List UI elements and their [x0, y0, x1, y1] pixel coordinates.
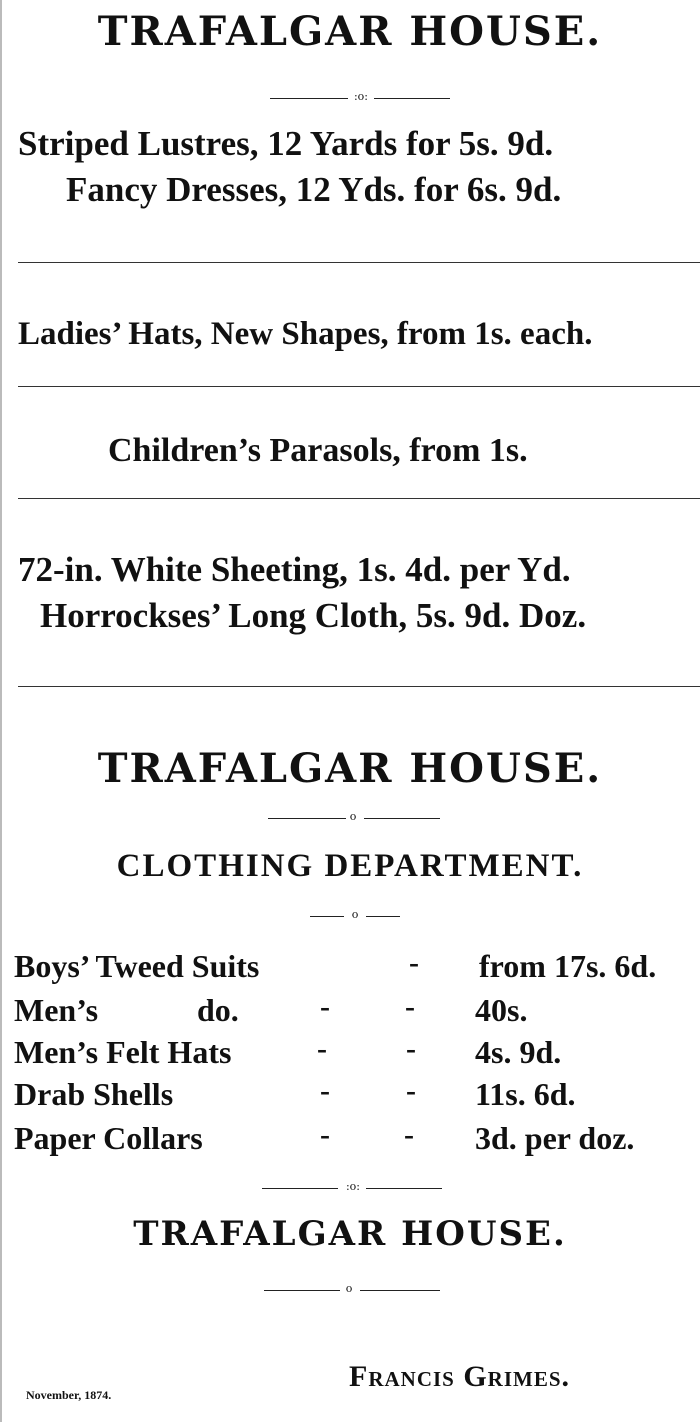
price-item: Paper Collars	[14, 1120, 203, 1156]
price-item-ditto: do.	[197, 992, 239, 1028]
footer-date: November, 1874.	[26, 1388, 112, 1402]
price-item: Men’s Felt Hats	[14, 1034, 232, 1070]
divider-2	[18, 386, 700, 387]
price-dash: -	[320, 990, 330, 1023]
ladies-hats-line: Ladies’ Hats, New Shapes, from 1s. each.	[18, 316, 593, 352]
divider-3	[18, 498, 700, 499]
signature: Francis Grimes.	[349, 1360, 571, 1393]
price-value: 4s. 9d.	[475, 1034, 562, 1070]
long-cloth-line: Horrockses’ Long Cloth, 5s. 9d. Doz.	[40, 596, 587, 635]
price-dash: -	[404, 1118, 414, 1151]
second-header-title: TRAFALGAR HOUSE.	[97, 745, 603, 792]
third-header-title: TRAFALGAR HOUSE.	[133, 1214, 567, 1254]
price-dash: -	[317, 1032, 327, 1065]
price-item: Drab Shells	[14, 1076, 174, 1112]
price-dash: -	[320, 1118, 330, 1151]
second-header-ornament: o	[268, 812, 440, 824]
price-value: 3d. per doz.	[475, 1120, 635, 1156]
clothing-end-ornament: :o:	[262, 1182, 442, 1194]
price-dash: -	[406, 1074, 416, 1107]
price-dash: -	[320, 1074, 330, 1107]
price-value: 11s. 6d.	[475, 1076, 576, 1112]
price-dash: -	[405, 990, 415, 1023]
childrens-parasols-line: Children’s Parasols, from 1s.	[108, 432, 528, 469]
clothing-ornament: o	[310, 910, 400, 922]
third-header-ornament: o	[264, 1284, 440, 1296]
price-item: Boys’ Tweed Suits	[14, 948, 260, 984]
price-dash: -	[406, 1032, 416, 1065]
page-edge	[0, 0, 2, 1422]
clothing-department-title: CLOTHING DEPARTMENT.	[116, 848, 584, 884]
header-ornament: :o:	[270, 92, 450, 104]
price-value: from 17s. 6d.	[479, 948, 657, 984]
header-title: TRAFALGAR HOUSE.	[97, 8, 603, 55]
striped-lustres-line: Striped Lustres, 12 Yards for 5s. 9d.	[18, 124, 554, 163]
price-item: Men’s	[14, 992, 99, 1028]
fancy-dresses-line: Fancy Dresses, 12 Yds. for 6s. 9d.	[66, 170, 562, 209]
white-sheeting-line: 72-in. White Sheeting, 1s. 4d. per Yd.	[18, 550, 571, 589]
price-value: 40s.	[475, 992, 528, 1028]
price-dash: -	[409, 946, 419, 979]
divider-1	[18, 262, 700, 263]
divider-4	[18, 686, 700, 687]
